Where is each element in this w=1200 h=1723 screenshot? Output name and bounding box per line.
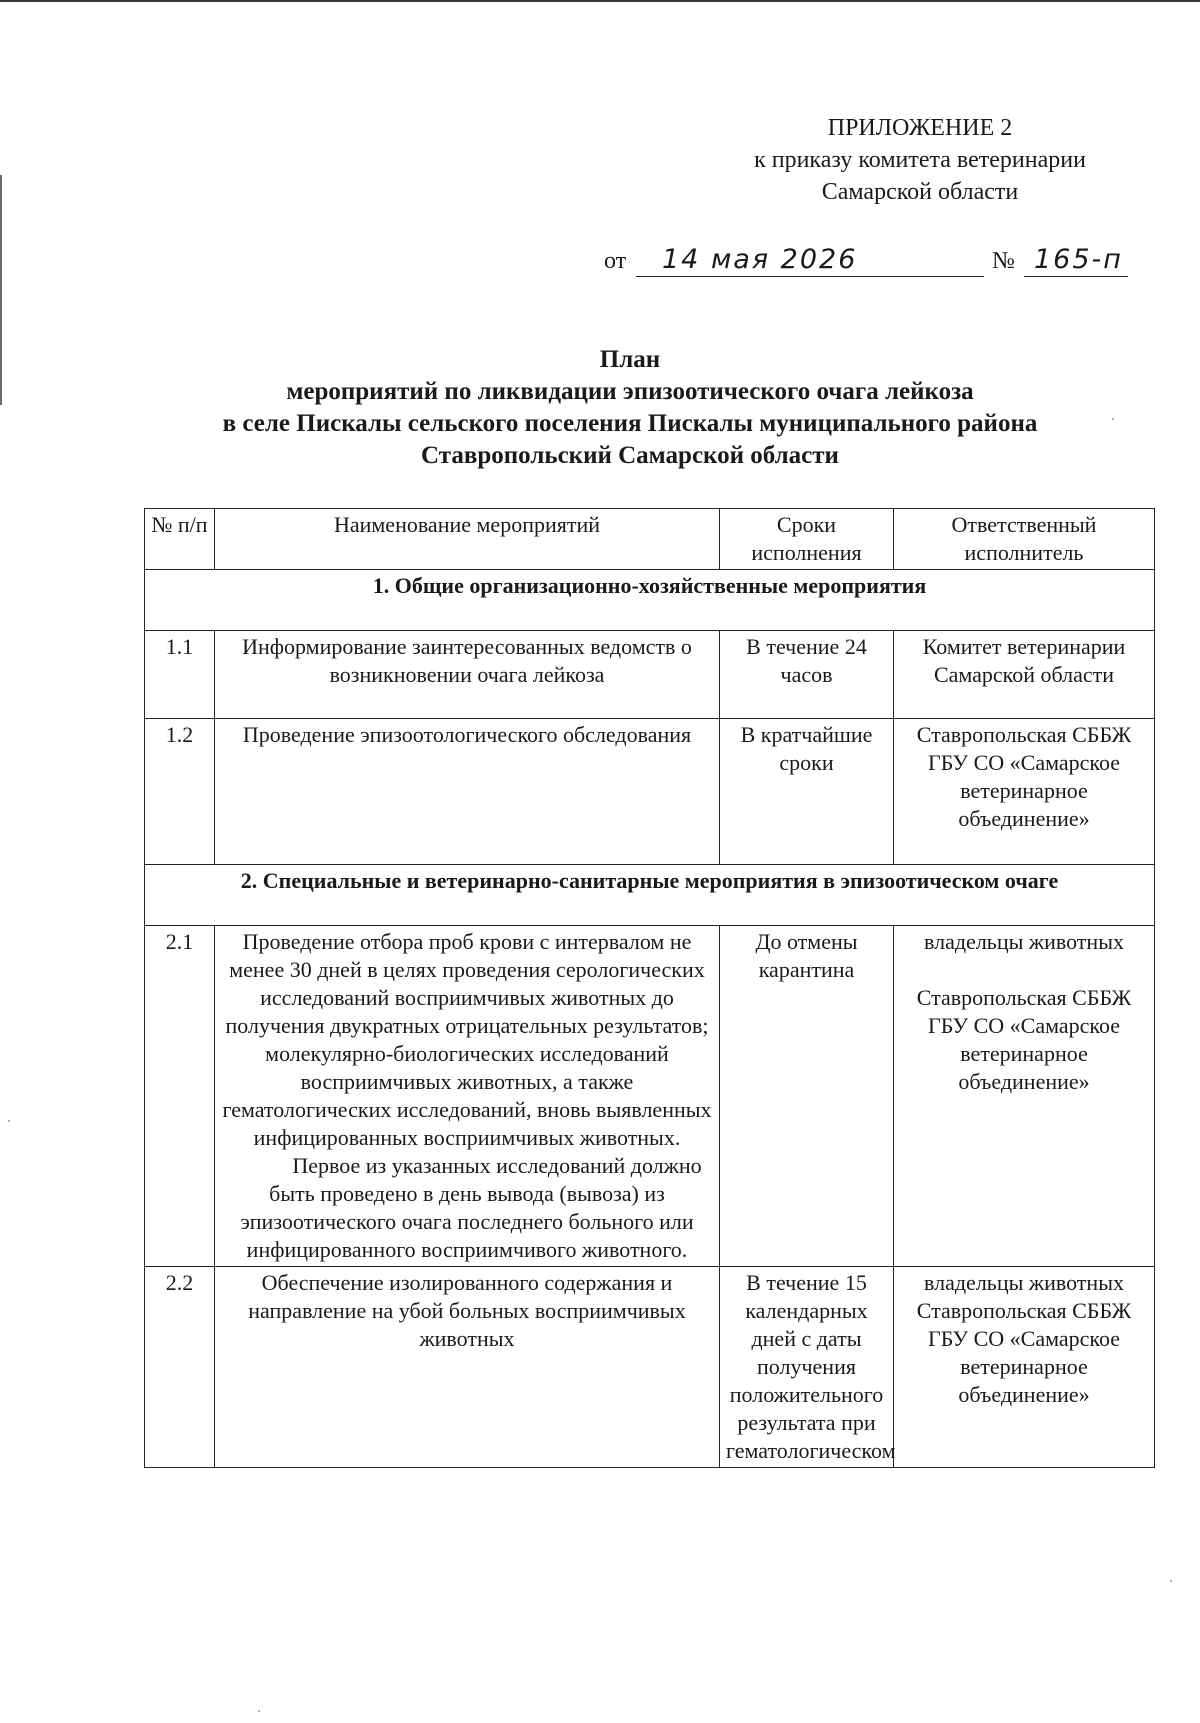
header-term: Сроки исполнения	[720, 509, 894, 570]
scan-speck	[1170, 1580, 1172, 1582]
row-num: 2.2	[145, 1267, 215, 1468]
table-header-row	[145, 509, 1155, 570]
header-num: № п/п	[145, 509, 215, 570]
order-number-handwritten: 165-п	[1034, 244, 1123, 275]
row-name: Информирование заинтересованных ведомств о возникновении очага лейкоза	[215, 631, 720, 719]
document-title	[140, 344, 1120, 472]
row-responsible	[894, 926, 1155, 1267]
row-name	[215, 926, 720, 1267]
appendix-line-1: к приказу комитета ветеринарии	[754, 147, 1086, 173]
row-name-paragraph: Первое из указанных исследований должно быть проведено в день вывода (вывоза) из эпизоотического очага последнего больного или инфицированного восприимчивого животного.	[240, 1153, 702, 1262]
appendix-line-2: Самарской области	[821, 179, 1019, 205]
row-term: В течение 24 часов	[720, 631, 894, 719]
title-line-2: мероприятий по ликвидации эпизоотического очага лейкоза	[286, 378, 974, 405]
date-underline	[636, 276, 984, 277]
title-line-4: Ставропольский Самарской области	[421, 442, 839, 469]
row-name: Проведение эпизоотологического обследования	[215, 719, 720, 865]
table-row	[145, 719, 1155, 865]
row-responsible: Комитет ветеринарии Самарской области	[894, 631, 1155, 719]
row-responsible: Ставропольская СББЖ ГБУ СО «Самарское ветеринарное объединение»	[894, 719, 1155, 865]
responsible-station: Ставропольская СББЖ ГБУ СО «Самарское ветеринарное объединение»	[916, 985, 1132, 1094]
header-responsible: Ответственный исполнитель	[894, 509, 1155, 570]
row-num: 2.1	[145, 926, 215, 1267]
row-term: До отмены карантина	[720, 926, 894, 1267]
responsible-owners: владельцы животных	[924, 1270, 1124, 1295]
responsible-station: Ставропольская СББЖ ГБУ СО «Самарское ветеринарное объединение»	[916, 1298, 1132, 1407]
row-term: В течение 15 календарных дней с даты получения положительного результата при гематологическом	[720, 1267, 894, 1468]
appendix-title: ПРИЛОЖЕНИЕ 2	[827, 115, 1013, 141]
order-date-handwritten: 14 мая 2026	[662, 244, 858, 275]
order-from-label: от	[604, 248, 627, 274]
scan-speck	[8, 1120, 10, 1122]
row-num: 1.2	[145, 719, 215, 865]
scan-speck	[258, 1710, 260, 1712]
row-num: 1.1	[145, 631, 215, 719]
scan-edge-top	[0, 0, 1200, 2]
scan-edge-left	[0, 175, 2, 405]
responsible-owners: владельцы животных	[924, 929, 1124, 954]
section-2-title: 2. Специальные и ветеринарно-санитарные мероприятия в эпизоотическом очаге	[145, 865, 1155, 926]
header-name: Наименование мероприятий	[215, 509, 720, 570]
number-underline	[1024, 276, 1128, 277]
row-responsible	[894, 1267, 1155, 1468]
row-term: В кратчайшие сроки	[720, 719, 894, 865]
table-row	[145, 1267, 1155, 1468]
row-name-paragraph: Проведение отбора проб крови с интервалом не менее 30 дней в целях проведения серологических исследований восприимчивых животных до получения двукратных отрицательных результатов; молекулярно-биологических исследований восприимчивых животных, а также гематологических исследований, вновь выявленных инфицированных восприимчивых животных.	[222, 929, 712, 1150]
appendix-header	[712, 112, 1128, 208]
spacer	[900, 956, 1148, 984]
section-row	[145, 570, 1155, 631]
table-row	[145, 926, 1155, 1267]
table-row	[145, 631, 1155, 719]
section-1-title: 1. Общие организационно-хозяйственные мероприятия	[145, 570, 1155, 631]
title-line-3: в селе Пискалы сельского поселения Пискалы муниципального района	[222, 410, 1038, 437]
section-row	[145, 865, 1155, 926]
order-number-label: №	[992, 248, 1015, 274]
row-name: Обеспечение изолированного содержания и направление на убой больных восприимчивых животных	[215, 1267, 720, 1468]
plan-table	[144, 508, 1155, 1468]
title-line-1: План	[599, 346, 661, 373]
